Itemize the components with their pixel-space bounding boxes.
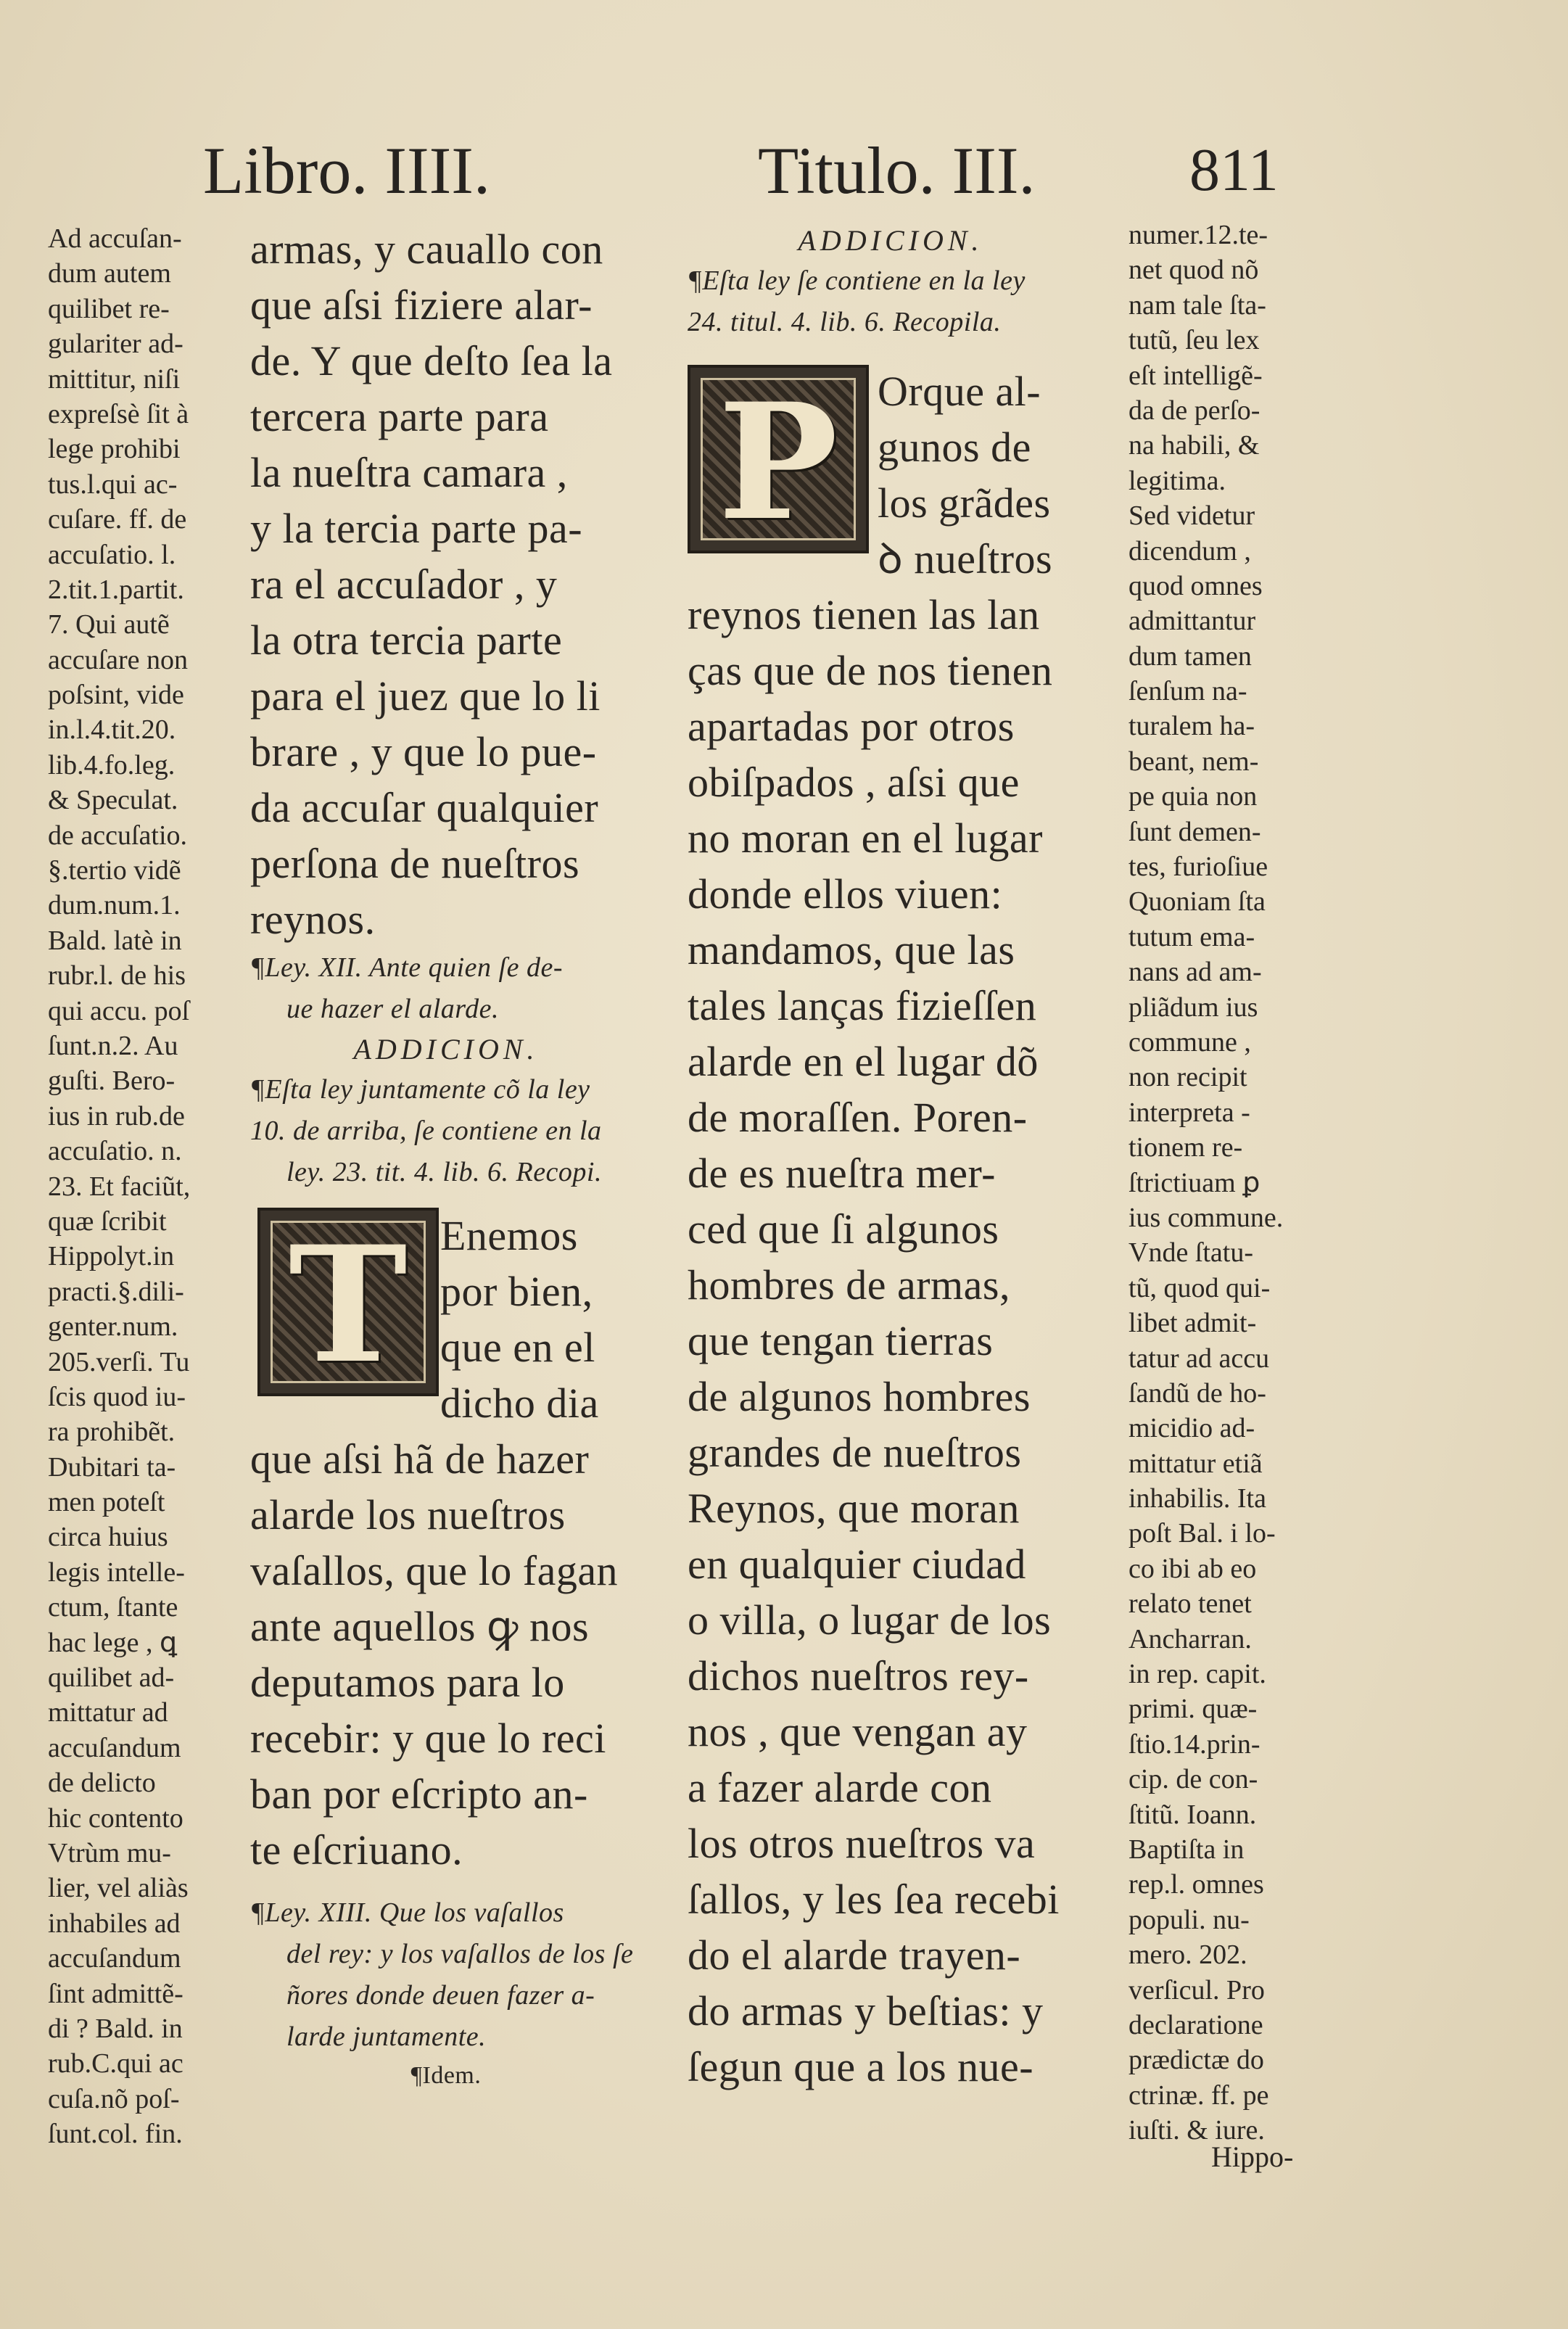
text-line: en qualquier ciudad (688, 1541, 1026, 1588)
text-line: Hippolyt.in (48, 1241, 175, 1272)
text-line: na habili, & (1128, 430, 1260, 461)
text-line: micidio ad- (1128, 1413, 1255, 1444)
text-line: ſint admittẽ- (48, 1978, 183, 2009)
text-line: ſunt.n.2. Au (48, 1030, 178, 1061)
text-line: de. Y que deſto ſea la (250, 337, 613, 384)
text-line: reynos tienen las lan (688, 591, 1040, 638)
text-line: genter.num. (48, 1311, 178, 1343)
text-line: del rey: y los vaſallos de los ſe (286, 1939, 634, 1969)
text-line: 205.verſi. Tu (48, 1346, 190, 1377)
law-xiii-body (688, 363, 1094, 2095)
text-line: ſtio.14.prin- (1128, 1728, 1260, 1760)
text-line: declaratione (1128, 2009, 1263, 2040)
text-line: que en el (440, 1324, 595, 1371)
text-line: pe quia non (1128, 781, 1258, 812)
text-line: Ad accuſan- (48, 223, 182, 254)
text-line: los otros nueſtros va (688, 1820, 1036, 1867)
text-line: tutum ema- (1128, 921, 1255, 952)
text-line: & Speculat. (48, 785, 178, 816)
text-line: ¶Ley. XIII. Que los vaſallos (250, 1897, 564, 1928)
text-line: tus.l.qui ac- (48, 469, 178, 500)
text-line: nans ad am- (1128, 957, 1262, 988)
text-line: verſicul. Pro (1128, 1974, 1265, 2006)
text-column-left (250, 221, 642, 2094)
text-line: la otra tercia parte (250, 617, 563, 664)
text-line: legis intelle- (48, 1557, 185, 1588)
text-line: te eſcriuano. (250, 1826, 463, 1873)
text-line: lib.4.fo.leg. (48, 749, 176, 780)
text-line: dum tamen (1128, 640, 1252, 672)
text-line: inhabiles ad (48, 1908, 181, 1939)
left-gloss-column (48, 221, 229, 2151)
text-line: vaſallos, que lo fagan (250, 1547, 619, 1594)
text-line: ꝺ nueſtros (878, 535, 1053, 582)
decorated-initial-t (257, 1208, 439, 1396)
text-line: Vtrùm mu- (48, 1837, 171, 1868)
text-line: que tengan tierras (688, 1317, 994, 1364)
text-line: hac lege , ꝗ (48, 1627, 178, 1658)
text-line: cuſa.nõ poſ- (48, 2083, 180, 2114)
text-line: ¶Ley. XII. Ante quien ſe de- (250, 952, 563, 983)
text-line: tatur ad accu (1128, 1343, 1270, 1374)
law-xii-heading (250, 947, 642, 1030)
addicion-note (250, 1069, 642, 1193)
text-line: poſsint, vide (48, 680, 184, 711)
text-line: nam tale ſta- (1128, 289, 1266, 321)
law-xiii-text (688, 587, 1094, 2095)
text-line: Bald. latè in (48, 925, 182, 956)
text-line: dicho dia (440, 1380, 599, 1427)
text-line: §.tertio vidẽ (48, 855, 181, 886)
text-line: do armas y beſtias: y (688, 1987, 1044, 2035)
text-line: 24. titul. 4. lib. 6. Recopila. (688, 307, 1002, 337)
text-line: tũ, quod qui- (1128, 1272, 1271, 1303)
text-line: qui accu. poſ (48, 995, 190, 1026)
text-line: Ancharran. (1128, 1623, 1252, 1654)
text-line: ſtrictiuam ꝑ (1128, 1167, 1260, 1198)
text-line: apartadas por otros (688, 703, 1015, 750)
text-line: accuſare non (48, 644, 189, 675)
law-xii-text (250, 1431, 642, 1878)
text-line: 23. Et faciũt, (48, 1171, 191, 1202)
text-line: ctum, ſtante (48, 1592, 178, 1623)
text-line: Orque al- (878, 368, 1041, 415)
text-line: obiſpados , aſsi que (688, 759, 1020, 806)
decorated-initial-p (688, 365, 869, 556)
text-line: para el juez que lo li (250, 672, 601, 720)
text-line: larde juntamente. (286, 2021, 487, 2052)
text-line: men poteſt (48, 1487, 165, 1518)
idem-note: ¶Idem. (410, 2062, 482, 2089)
text-line: pliãdum ius (1128, 992, 1258, 1023)
initial-letter: T (288, 1211, 408, 1398)
running-head-book: Libro. IIII. (203, 133, 490, 207)
text-line: Vnde ſtatu- (1128, 1237, 1254, 1269)
text-line: ñores donde deuen fazer a- (286, 1980, 595, 2011)
text-line: recebir: y que lo reci (250, 1715, 606, 1762)
text-line: tales lanças fizieſſen (688, 982, 1037, 1029)
text-line: por bien, (440, 1268, 593, 1315)
text-line: la nueſtra camara , (250, 449, 568, 496)
text-line: admittantur (1128, 606, 1256, 637)
text-line: poſt Bal. i lo- (1128, 1518, 1276, 1549)
text-line: inhabilis. Ita (1128, 1483, 1266, 1514)
text-line: ue hazer el alarde. (286, 994, 500, 1024)
text-line: rep.l. omnes (1128, 1869, 1264, 1900)
text-line: gulariter ad- (48, 329, 183, 360)
text-line: di ? Bald. in (48, 2013, 183, 2044)
text-line: Sed videtur (1128, 500, 1255, 532)
law-xii-body (250, 1208, 642, 1878)
text-line: tionem re- (1128, 1132, 1243, 1163)
text-line: tercera parte para (250, 393, 549, 440)
text-line: Baptiſta in (1128, 1834, 1245, 1865)
text-line: mittatur etiã (1128, 1448, 1263, 1479)
text-line: net quod nõ (1128, 255, 1259, 286)
text-line: ius in rub.de (48, 1100, 185, 1131)
text-line: deputamos para lo (250, 1659, 565, 1706)
text-line: non recipit (1128, 1062, 1247, 1093)
text-line: de es nueſtra mer- (688, 1150, 996, 1197)
text-line: de moraſſen. Poren- (688, 1094, 1028, 1141)
text-line: quod omnes (1128, 570, 1263, 601)
text-line: guſti. Bero- (48, 1065, 176, 1097)
text-line: ra prohibẽt. (48, 1417, 176, 1448)
text-line: donde ellos viuen: (688, 870, 1003, 918)
text-line: practi.§.dili- (48, 1276, 184, 1307)
text-line: Enemos (440, 1212, 578, 1259)
text-line: ſunt demen- (1128, 816, 1261, 847)
text-line: quæ ſcribit (48, 1205, 167, 1237)
text-line: y la tercia parte pa- (250, 505, 583, 552)
text-line: populi. nu- (1128, 1904, 1250, 1935)
text-line: mittatur ad (48, 1697, 168, 1728)
right-gloss-column (1128, 218, 1324, 2148)
text-line: brare , y que lo pue- (250, 728, 597, 775)
text-line: lege prohibi (48, 434, 181, 465)
text-line: prædictæ do (1128, 2045, 1264, 2076)
text-line: do el alarde trayen- (688, 1932, 1021, 1979)
text-line: perſona de nueſtros (250, 840, 580, 887)
text-line: ¶Eſta ley ſe contiene en la ley (688, 265, 1026, 296)
text-line: commune , (1128, 1026, 1251, 1058)
text-line: quilibet re- (48, 293, 170, 324)
text-line: mandamos, que las (688, 926, 1015, 973)
text-line: ſtitũ. Ioann. (1128, 1799, 1257, 1830)
text-line: dicendum , (1128, 535, 1251, 566)
text-line: in rep. capit. (1128, 1659, 1266, 1690)
text-line: accuſatio. l. (48, 539, 176, 570)
addicion-note-right (688, 260, 1094, 343)
text-line: de algunos hombres (688, 1373, 1031, 1420)
text-line: los grãdes (878, 479, 1051, 527)
addicion-heading: ADDICION. (353, 1033, 539, 1065)
text-line: ctrinæ. ff. pe (1128, 2079, 1269, 2111)
text-column-right (688, 221, 1094, 2095)
text-line: ¶Eſta ley juntamente cõ la ley (250, 1074, 590, 1105)
addicion-heading-right: ADDICION. (798, 224, 983, 257)
text-line: ced que ſi algunos (688, 1205, 999, 1253)
initial-letter-p: P (718, 368, 838, 556)
text-line: ley. 23. tit. 4. lib. 6. Recopi. (286, 1157, 602, 1187)
text-line: ius commune. (1128, 1202, 1284, 1233)
text-line: de delicto (48, 1768, 156, 1799)
text-line: ra el accuſador , y (250, 561, 558, 608)
text-line: expreſsè ſit à (48, 398, 189, 429)
text-line: grandes de nueſtros (688, 1429, 1022, 1476)
text-line: legitima. (1128, 465, 1226, 496)
text-line: rubr.l. de his (48, 960, 186, 992)
text-line: primi. quæ- (1128, 1694, 1258, 1725)
text-line: que aſsi hã de hazer (250, 1435, 590, 1483)
text-line: ante aquellos ꝙ nos (250, 1603, 590, 1650)
law-text-continuation (250, 221, 642, 947)
text-line: a fazer alarde con (688, 1764, 992, 1811)
text-line: Reynos, que moran (688, 1485, 1020, 1532)
text-line: cip. de con- (1128, 1764, 1258, 1795)
text-line: iuſti. & iure. (1128, 2115, 1265, 2146)
text-line: accuſandum (48, 1943, 181, 1974)
text-line: tutũ, ſeu lex (1128, 325, 1260, 356)
text-line: 7. Qui autẽ (48, 609, 170, 640)
text-line: beant, nem- (1128, 746, 1259, 777)
text-line: no moran en el lugar (688, 815, 1043, 862)
text-line: circa huius (48, 1522, 168, 1553)
text-line: mero. 202. (1128, 1940, 1247, 1971)
text-line: de accuſatio. (48, 820, 188, 851)
text-line: ſallos, y les ſea recebi (688, 1876, 1060, 1923)
text-line: ſenſum na- (1128, 676, 1247, 707)
text-line: gunos de (878, 424, 1031, 471)
text-line: alarde los nueſtros (250, 1491, 566, 1538)
text-line: alarde en el lugar dõ (688, 1038, 1039, 1085)
text-line: rub.C.qui ac (48, 2048, 183, 2079)
text-line: Dubitari ta- (48, 1451, 176, 1483)
text-line: dum autem (48, 258, 171, 289)
text-line: interpreta - (1128, 1097, 1250, 1128)
text-line: ſcis quod iu- (48, 1381, 186, 1412)
text-line: lier, vel aliàs (48, 1873, 189, 1904)
text-line: eſt intelligẽ- (1128, 360, 1263, 391)
text-line: quilibet ad- (48, 1662, 175, 1694)
text-line: armas, y cauallo con (250, 226, 603, 273)
text-line: reynos. (250, 896, 376, 943)
text-line: hic contento (48, 1802, 183, 1834)
folio-number: 811 (1189, 136, 1279, 204)
law-xiii-heading (250, 1892, 642, 2058)
text-line: relato tenet (1128, 1588, 1252, 1620)
text-line: cuſare. ff. de (48, 504, 187, 535)
text-line: ças que de nos tienen (688, 647, 1053, 694)
text-line: nos , que vengan ay (688, 1708, 1028, 1755)
text-line: dum.num.1. (48, 890, 181, 921)
text-line: numer.12.te- (1128, 220, 1268, 250)
text-line: ſandũ de ho- (1128, 1377, 1266, 1409)
text-line: ſunt.col. fin. (48, 2119, 183, 2150)
text-line: hombres de armas, (688, 1261, 1010, 1308)
text-line: accuſandum (48, 1732, 181, 1763)
text-line: ban por eſcripto an- (250, 1771, 588, 1818)
text-line: turalem ha- (1128, 711, 1255, 742)
text-line: tes, furioſiue (1128, 852, 1268, 883)
text-line: accuſatio. n. (48, 1136, 182, 1167)
text-line: mittitur, niſi (48, 363, 181, 395)
text-line: da accuſar qualquier (250, 784, 599, 831)
text-line: da de perſo- (1128, 395, 1260, 426)
text-line: 10. de arriba, ſe contiene en la (250, 1116, 602, 1146)
catchword: Hippo- (1211, 2140, 1294, 2173)
text-line: o villa, o lugar de los (688, 1596, 1052, 1644)
text-line: in.l.4.tit.20. (48, 714, 176, 746)
text-line: co ibi ab eo (1128, 1553, 1257, 1584)
running-head-title: Titulo. III. (758, 133, 1036, 207)
text-line: libet admit- (1128, 1308, 1257, 1339)
text-line: Quoniam ſta (1128, 886, 1266, 918)
text-line: ſegun que a los nue- (688, 2043, 1034, 2090)
text-line: dichos nueſtros rey- (688, 1652, 1029, 1699)
text-line: que aſsi fiziere alar- (250, 281, 593, 329)
text-line: 2.tit.1.partit. (48, 574, 184, 605)
